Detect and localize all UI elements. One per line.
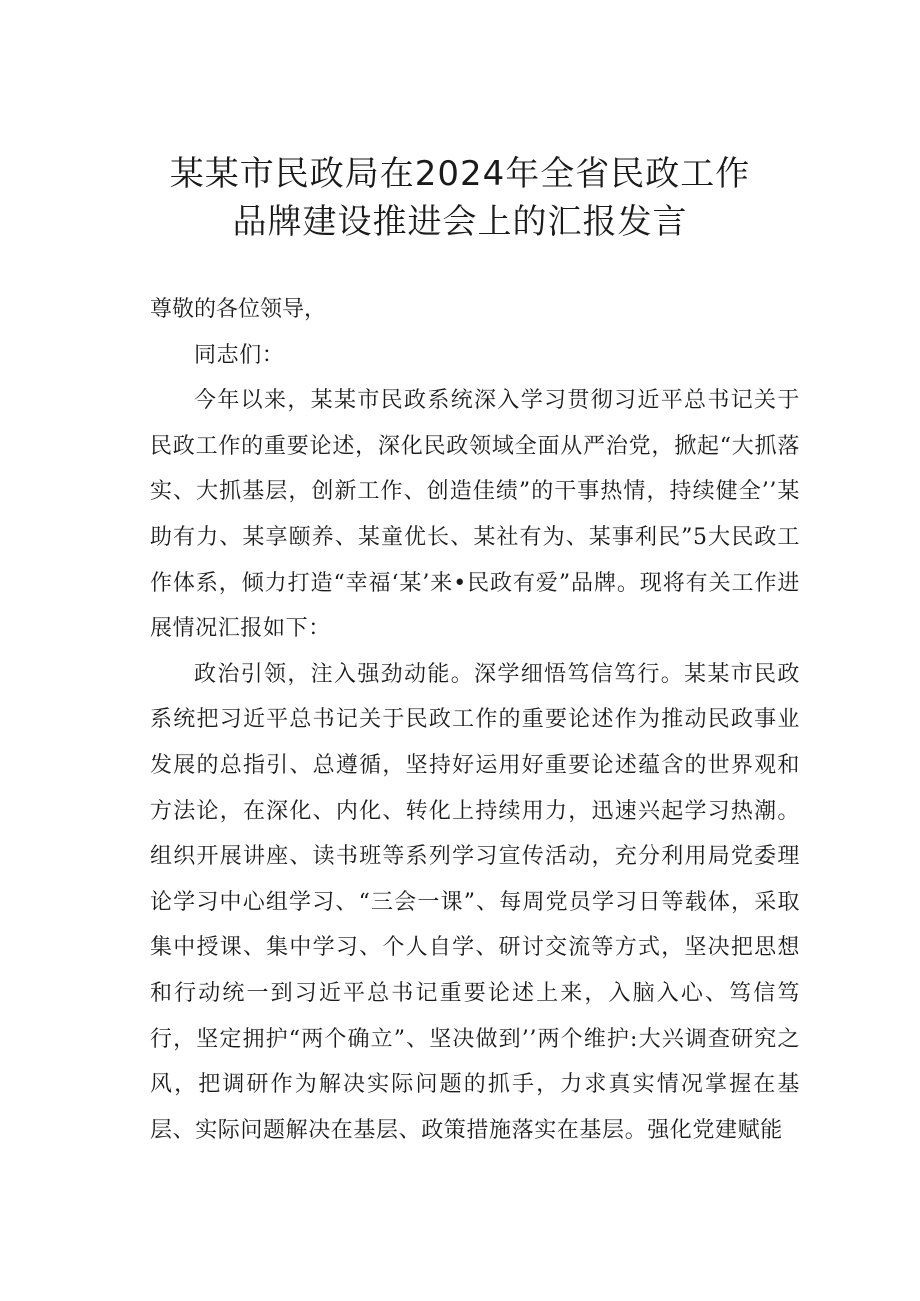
paragraph-political-leadership: 政治引领，注入强劲动能。深学细悟笃信笃行。某某市民政系统把习近平总书记关于民政工作的重要论述作为推动民政事业发展的总指引、总遵循，坚持好运用好重要论述蕴含的世界观和方法论，在深化、内化、转化上持续用力，迅速兴起学习热潮。组织开展讲座、读书班等系列学习宣传活动，充分利用局党委理论学习中心组学习、“三会一课”、每周党员学习日等载体，采取集中授课、集中学习、个人自学、研讨交流等方式，坚决把思想和行动统一到习近平总书记重要论述上来，入脑入心、笃信笃行，坚定拥护“两个确立”、坚决做到’’两个维护:大兴调查研究之风，把调研作为解决实际问题的抓手，力求真实情况掌握在基层、实际问题解决在基层、政策措施落实在基层。强化党建赋能 (150, 661, 800, 1143)
document-body (150, 287, 800, 1153)
title-line-2: 品牌建设推进会上的汇报发言 (232, 202, 688, 242)
title-line-1: 某某市民政局在2024年全省民政工作 (169, 154, 751, 194)
greeting: 同志们： (194, 342, 285, 368)
document-title (100, 150, 820, 246)
salutation: 尊敬的各位领导， (150, 297, 327, 322)
paragraph-intro: 今年以来，某某市民政系统深入学习贯彻习近平总书记关于民政工作的重要论述，深化民政领域全面从严治党，掀起“大抓落实、大抓基层，创新工作、创造佳绩”的干事热情，持续健全’’某助有力、某享颐养、某童优长、某社有为、某事利民”5大民政工作体系，倾力打造“幸福‘某’来•民政有爱”品牌。现将有关工作进展情况汇报如下： (150, 388, 800, 642)
